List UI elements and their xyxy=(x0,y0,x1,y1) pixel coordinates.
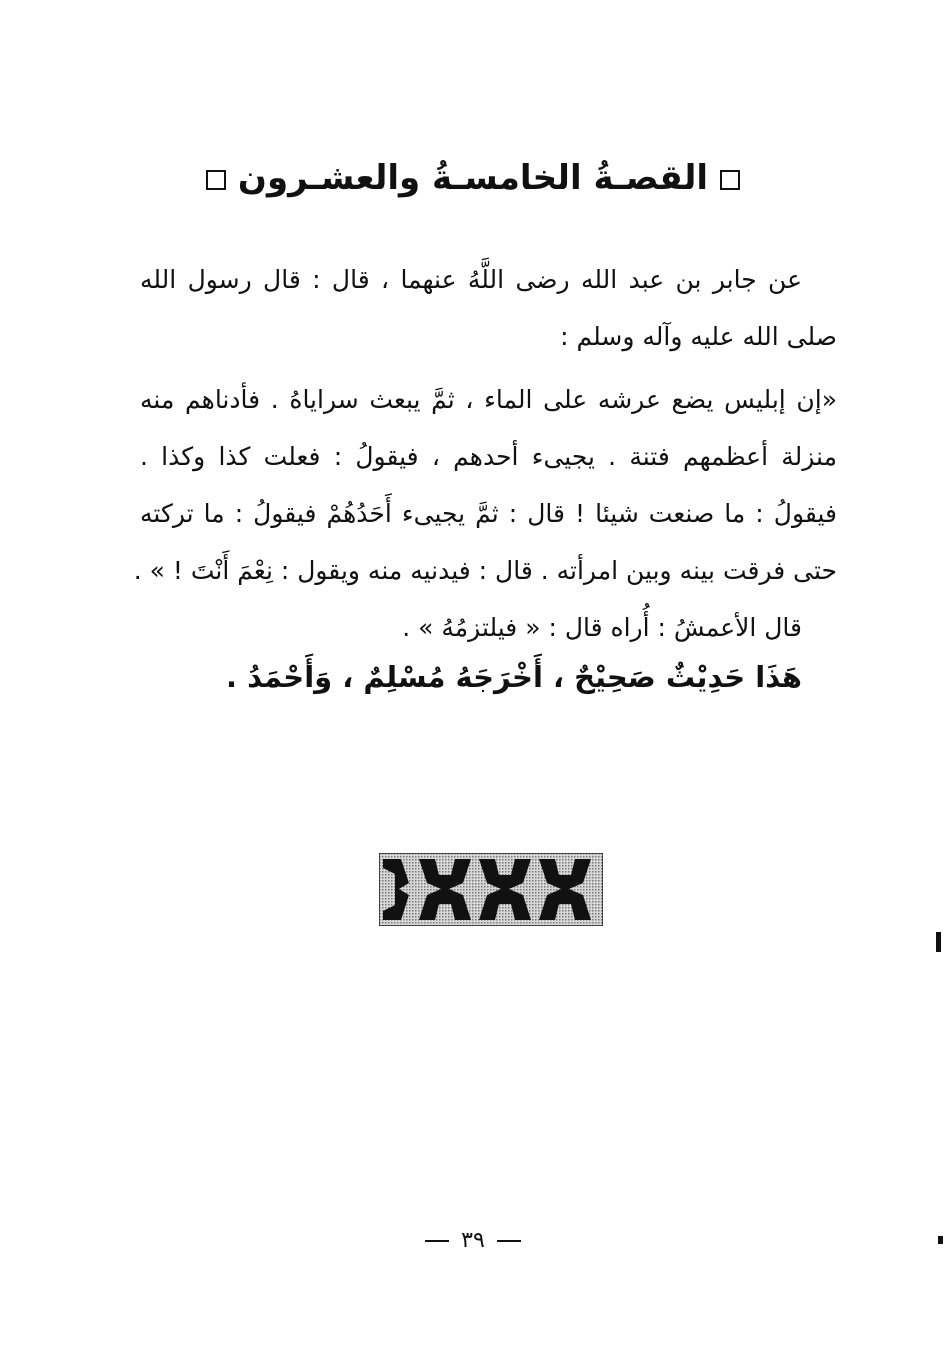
hadith-paragraph xyxy=(133,371,837,656)
square-bullet-icon xyxy=(206,170,226,190)
ornament-divider-icon xyxy=(379,853,603,926)
chapter-title: القصـةُ الخامسـةُ والعشـرون xyxy=(237,158,709,198)
scan-edge-mark xyxy=(938,1236,943,1244)
hadith-line: منزلة أعظمهم فتنة . يجيىء أحدهم ، فيقولُ : فعلت كذا وكذا . xyxy=(140,442,837,471)
hadith-line: فيقولُ : ما صنعت شيئا ! قال : ثمَّ يجيىء أَحَدُهُمْ فيقولُ : ما تركته xyxy=(140,499,837,528)
hadith-line: حتى فرقت بينه وبين امرأته . قال : فيدنيه منه ويقول : نِعْمَ أَنْتَ ! » . xyxy=(133,556,837,585)
hadith-grading: هَذَا حَدِيْثٌ صَحِيْحٌ ، أَخْرَجَهُ مُسْلِمٌ ، وَأَحْمَدُ . xyxy=(226,660,802,694)
page-number-footer xyxy=(0,1228,946,1253)
intro-paragraph xyxy=(140,251,837,365)
square-bullet-icon xyxy=(720,170,740,190)
dash-divider xyxy=(425,1240,449,1242)
intro-line: عن جابر بن عبد الله رضى اللَّهُ عنهما ، قال : قال رسول الله xyxy=(140,265,802,294)
page-number: ٣٩ xyxy=(461,1228,485,1253)
scan-edge-mark xyxy=(936,932,941,952)
chapter-heading xyxy=(0,158,946,198)
dash-divider xyxy=(497,1240,521,1242)
hadith-line: قال الأعمشُ : أُراه قال : « فيلتزمُهُ » . xyxy=(402,613,802,642)
intro-line: صلى الله عليه وآله وسلم : xyxy=(560,322,837,351)
hadith-line: «إن إبليس يضع عرشه على الماء ، ثمَّ يبعث سراياهُ . فأدناهم منه xyxy=(140,385,837,414)
